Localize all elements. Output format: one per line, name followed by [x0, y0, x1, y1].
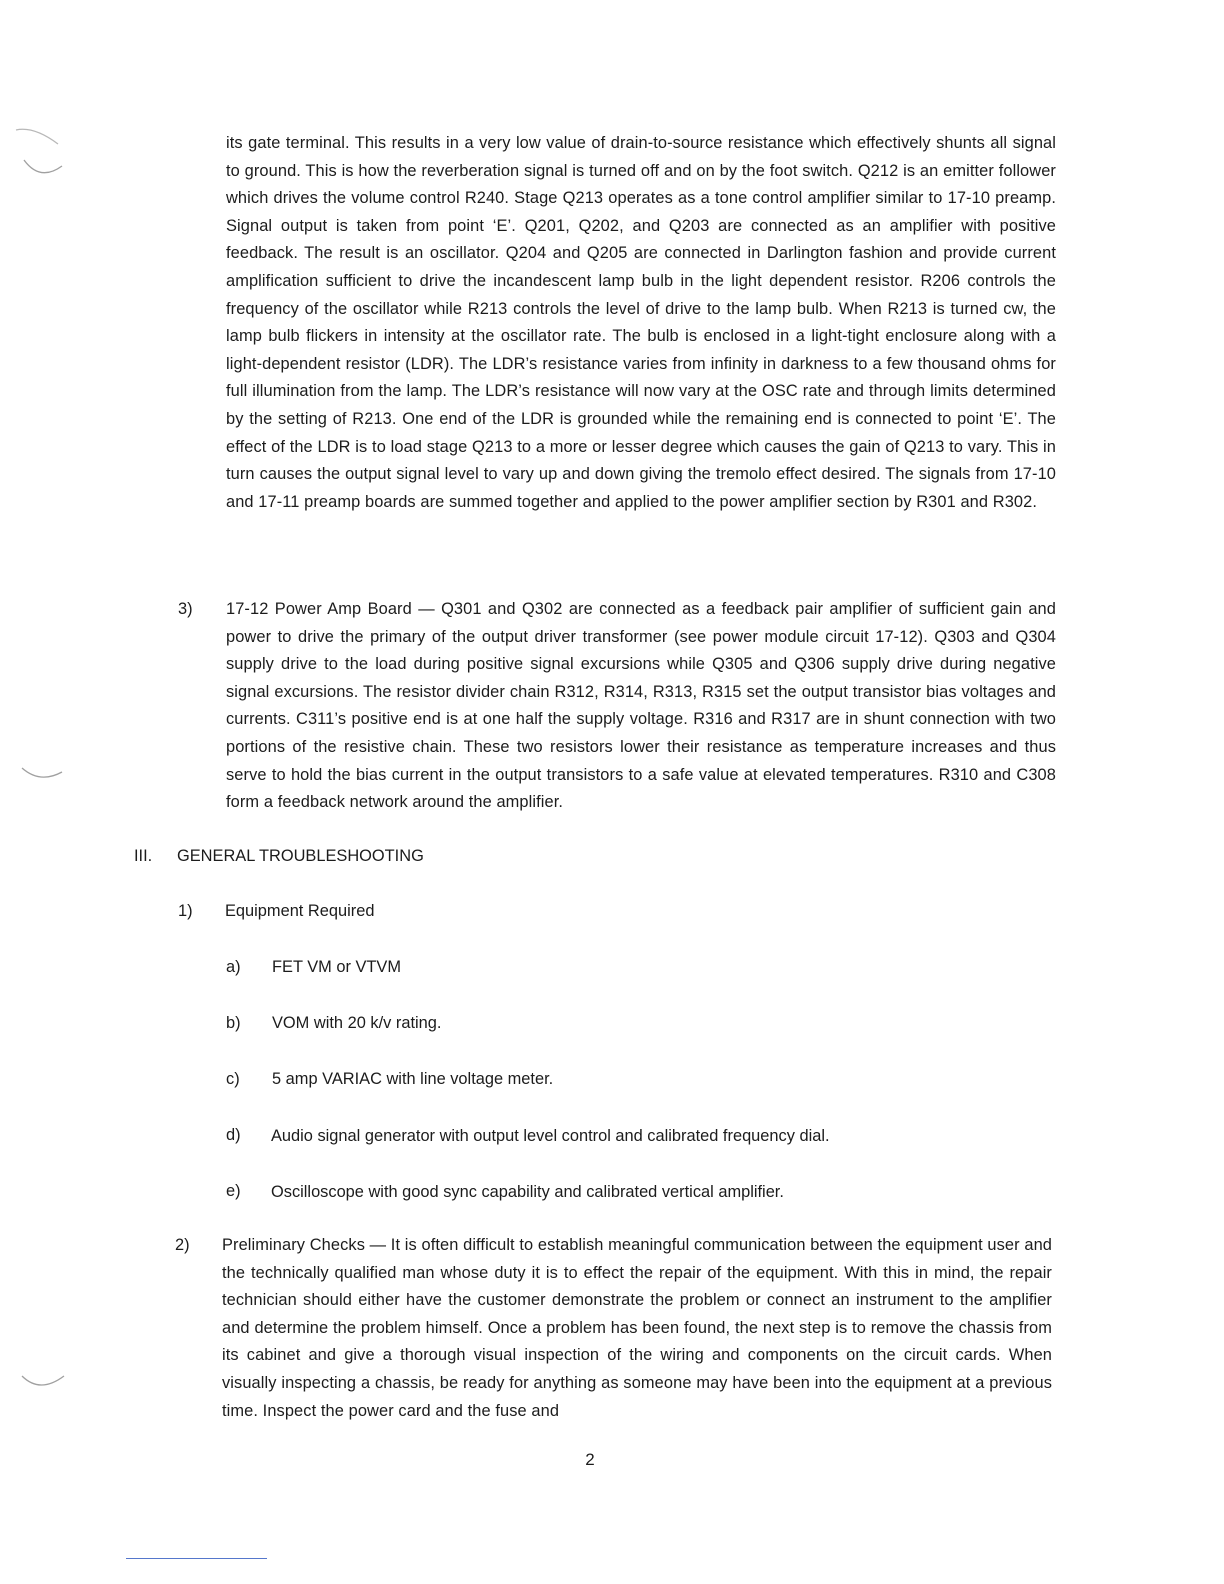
subitem-b-letter: b) — [226, 1014, 241, 1032]
item-3-number: 3) — [178, 600, 193, 618]
item-3-paragraph: 17-12 Power Amp Board — Q301 and Q302 are connected as a feedback pair amplifier of sufficient gain and power to drive the primary of the output driver transformer (see power module circuit 17-12). Q303 and Q304 supply drive to the load during positive signal excursions while Q305 and Q306 supply drive during negative signal excursions. The resistor divider chain R312, R314, R313, R315 set the output transistor bias voltages and currents. C311’s positive end is at one half the supply voltage. R316 and R317 are in shunt connection with two portions of the resistive chain. These two resistors lower their resistance as temperature increases and thus serve to hold the bias current in the output transistors to a safe value at elevated temperatures. R310 and C308 form a feedback network around the amplifier. — [226, 600, 1056, 812]
subitem-c-letter: c) — [226, 1070, 240, 1088]
section-number: III. — [134, 847, 153, 865]
continuation-paragraph: its gate terminal. This results in a very low value of drain-to-source resistance which effectively shunts all signal to ground. This is how the reverberation signal is turned off and on by the foot switch. Q212 is an emitter follower which drives the volume control R240. Stage Q213 operates as a tone control amplifier similar to 17-10 preamp. Signal output is taken from point ‘E’. Q201, Q202, and Q203 are connected as an amplifier with positive feedback. The result is an oscillator. Q204 and Q205 are connected in Darlington fashion and provide current amplification sufficient to drive the incandescent lamp bulb in the light dependent resistor. R206 controls the frequency of the oscillator while R213 controls the level of drive to the lamp bulb. When R213 is turned cw, the lamp bulb flickers in intensity at the oscillator rate. The bulb is enclosed in a light-tight enclosure along with a light-dependent resistor (LDR). The LDR’s resistance varies from infinity in darkness to a few thousand ohms for full illumination from the lamp. The LDR’s resistance will now vary at the OSC rate and through limits determined by the setting of R213. One end of the LDR is grounded while the remaining end is connected to point ‘E’. The effect of the LDR is to load stage Q213 to a more or lesser degree which causes the gain of Q213 to vary. This in turn causes the output signal level to vary up and down giving the tremolo effect desired. The signals from 17-10 and 17-11 preamp boards are summed together and applied to the power amplifier section by R301 and R302. — [226, 134, 1056, 511]
item-2-paragraph: Preliminary Checks — It is often difficult to establish meaningful communication between the equipment user and the technically qualified man whose duty it is to effect the repair of the equipment. With this in mind, the repair technician should either have the customer demonstrate the problem or connect an instrument to the amplifier and determine the problem himself. Once a problem has been found, the next step is to remove the chassis from its cabinet and give a thorough visual inspection of the wiring and components on the circuit cards. When visually inspecting a chassis, be ready for anything as someone may have been into the equipment at a previous time. Inspect the power card and the fuse and — [222, 1236, 1052, 1420]
subitem-d-text: Audio signal generator with output level control and calibrated frequency dial. — [271, 1127, 830, 1145]
subitem-b-text: VOM with 20 k/v rating. — [272, 1014, 442, 1032]
subitem-c-text: 5 amp VARIAC with line voltage meter. — [272, 1070, 554, 1088]
subitem-a-letter: a) — [226, 958, 241, 976]
punch-hole-middle — [0, 730, 80, 810]
item-1-number: 1) — [178, 902, 193, 920]
item-1-title: Equipment Required — [225, 902, 375, 920]
subitem-d-letter: d) — [226, 1126, 241, 1144]
footer-rule — [126, 1558, 267, 1559]
subitem-e-letter: e) — [226, 1182, 241, 1200]
punch-hole-top — [0, 118, 80, 198]
item-2-number: 2) — [175, 1236, 190, 1254]
subitem-e-text: Oscilloscope with good sync capability and calibrated vertical amplifier. — [271, 1183, 784, 1201]
page-number: 2 — [585, 1450, 595, 1469]
section-heading: GENERAL TROUBLESHOOTING — [177, 847, 424, 865]
punch-hole-bottom — [0, 1340, 80, 1420]
subitem-a-text: FET VM or VTVM — [272, 958, 402, 976]
